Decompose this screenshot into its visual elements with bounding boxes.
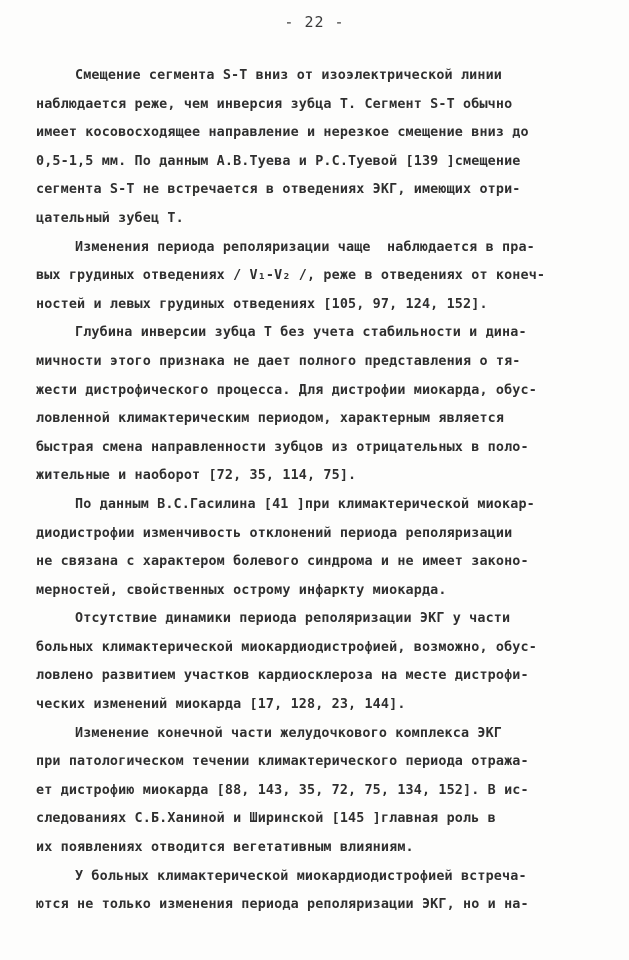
- body-text: [36, 62, 596, 920]
- text-line: жести дистрофического процесса. Для дистрофии миокарда, обус-: [36, 382, 537, 398]
- text-line: Отсутствие динамики периода реполяризации ЭКГ у части: [75, 611, 511, 627]
- text-line: Глубина инверсии зубца Т без учета стабильности и дина-: [75, 325, 527, 341]
- text-line: мичности этого признака не дает полного представления о тя-: [36, 353, 521, 369]
- text-line: больных климактерической миокардиодистрофией, возможно, обус-: [36, 639, 537, 655]
- text-line: ловлено развитием участков кардиосклероза на месте дистрофи-: [36, 668, 529, 684]
- paragraph: [36, 605, 596, 719]
- paragraph: [36, 319, 596, 491]
- paragraph: [36, 62, 596, 234]
- text-line: ловленной климактерическим периодом, характерным является: [36, 411, 505, 427]
- page-number: - 22 -: [284, 13, 345, 31]
- text-line: следованиях С.Б.Ханиной и Ширинской [145 ]главная роль в: [36, 811, 496, 827]
- text-line: жительные и наоборот [72, 35, 114, 75].: [36, 468, 357, 484]
- text-line: быстрая смена направленности зубцов из отрицательных в поло-: [36, 439, 529, 455]
- paragraph: [36, 234, 596, 320]
- text-line: наблюдается реже, чем инверсия зубца Т. Сегмент S-T обычно: [36, 96, 513, 112]
- text-line: мерностей, свойственных острому инфаркту миокарда.: [36, 582, 447, 598]
- text-line: при патологическом течении климактерического периода отража-: [36, 754, 529, 770]
- text-line: Смещение сегмента S-T вниз от изоэлектрической линии: [75, 68, 503, 83]
- text-line: их появлениях отводится вегетативным влияниям.: [36, 840, 414, 856]
- paragraph: [36, 720, 596, 863]
- text-line: диодистрофии изменчивость отклонений периода реполяризации: [36, 525, 513, 541]
- text-line: ческих изменений миокарда [17, 128, 23, 144].: [36, 697, 406, 713]
- text-line: вых грудиных отведениях / V₁-V₂ /, реже в отведениях от конеч-: [36, 268, 546, 284]
- text-line: Изменения периода реполяризации чаще наблюдается в пра-: [75, 239, 535, 255]
- text-line: ностей и левых грудиных отведениях [105, 97, 124, 152].: [36, 296, 488, 312]
- text-line: У больных климактерической миокардиодистрофией встреча-: [75, 868, 527, 884]
- paragraph: [36, 491, 596, 605]
- text-line: По данным В.С.Гасилина [41 ]при климактерической миокар-: [75, 496, 535, 512]
- paragraph: [36, 863, 596, 920]
- text-line: не связана с характером болевого синдрома и не имеет законо-: [36, 554, 529, 570]
- text-line: 0,5-1,5 мм. По данным А.В.Туева и Р.С.Туевой [139 ]смещение: [36, 153, 521, 169]
- text-line: ет дистрофию миокарда [88, 143, 35, 72, 75, 134, 152]. В ис-: [36, 782, 529, 798]
- text-line: сегмента S-T не встречается в отведениях ЭКГ, имеющих отри-: [36, 182, 521, 198]
- text-line: ются не только изменения периода реполяризации ЭКГ, но и на-: [36, 897, 529, 913]
- text-line: цательный зубец Т.: [36, 210, 184, 226]
- text-line: имеет косовосходящее направление и нерезкое смещение вниз до: [36, 125, 529, 141]
- text-line: Изменение конечной части желудочкового комплекса ЭКГ: [75, 725, 503, 741]
